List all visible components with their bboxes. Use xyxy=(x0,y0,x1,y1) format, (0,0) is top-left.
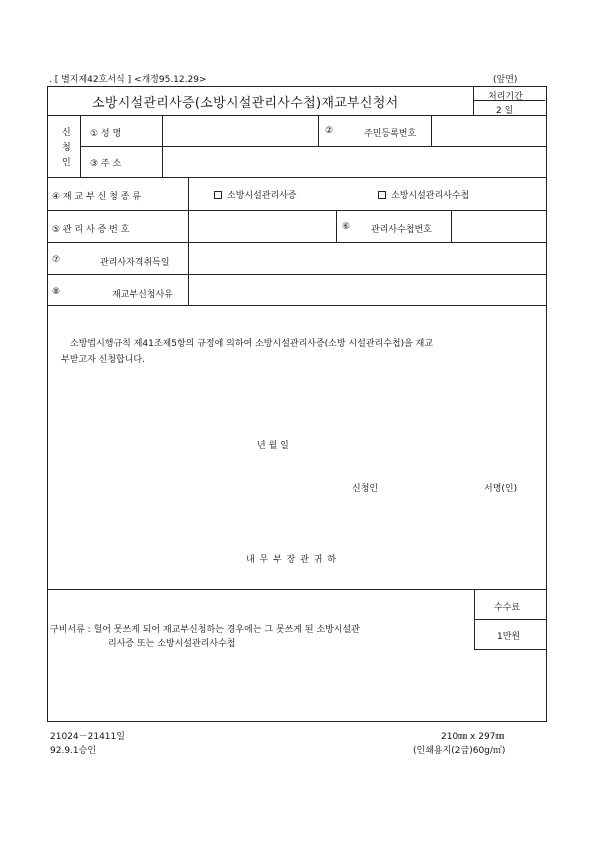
recipient: 내 무 부 장 관 귀 하 xyxy=(246,555,338,565)
fee-divider-bottom xyxy=(474,649,546,650)
form-number: . [ 별지제42호서식 ] <개정95.12.29> xyxy=(49,75,207,85)
booklet-number-field[interactable] xyxy=(452,211,544,241)
address-field[interactable] xyxy=(163,147,544,176)
processing-value: 2 일 xyxy=(496,106,514,116)
form-side: (앞면) xyxy=(493,75,518,85)
name-label: ① 성 명 xyxy=(90,129,122,139)
reason-field[interactable] xyxy=(189,275,544,304)
id-number-field[interactable] xyxy=(432,116,544,145)
id-number-num: ② xyxy=(325,126,334,136)
reissue-type-label: ④ 재 교 부 신 청 종 류 xyxy=(52,192,141,202)
cert-number-field[interactable] xyxy=(189,211,335,241)
statement-line-2: 부받고자 신청합니다. xyxy=(61,355,145,365)
row-line xyxy=(47,305,546,306)
applicant-label-2: 청 xyxy=(62,143,71,153)
processing-label: 처리기간 xyxy=(488,92,523,102)
reason-label: 재교부신청사유 xyxy=(112,290,173,300)
qualified-date-num: ⑦ xyxy=(52,255,61,265)
qualified-date-label: 관리사자격취득일 xyxy=(100,258,170,268)
option-booklet-label: 소방시설관리사수첩 xyxy=(391,191,470,201)
fee-value: 1만원 xyxy=(497,632,521,642)
applicant-label-1: 신 xyxy=(62,128,71,138)
footer-paper: (인쇄용지(2급)60g/㎡) xyxy=(413,746,506,756)
form-title: 소방시설관리사증(소방시설관리사수첩)재교부신청서 xyxy=(92,96,399,111)
attachments-line-1: 구비서류 : 헐어 못쓰게 되어 재교부신청하는 경우에는 그 못쓰게 된 소방시설관 xyxy=(50,625,360,635)
fee-label: 수수료 xyxy=(494,603,521,613)
footer-code: 21024－21411일 xyxy=(50,732,125,742)
id-number-label: 주민등록번호 xyxy=(364,129,417,139)
booklet-number-num: ⑥ xyxy=(342,222,351,232)
name-field[interactable] xyxy=(163,116,317,145)
address-label: ③ 주 소 xyxy=(90,159,122,169)
signature-label: 서명(인) xyxy=(484,484,518,494)
row-line xyxy=(47,589,546,590)
col-line xyxy=(336,210,337,242)
applicant-sign-label: 신청인 xyxy=(352,484,379,494)
booklet-number-label: 관리사수첩번호 xyxy=(371,225,432,235)
col-line xyxy=(318,115,319,146)
reason-num: ⑧ xyxy=(52,287,61,297)
checkbox-cert[interactable] xyxy=(214,191,222,199)
cert-number-label: ⑤ 관 리 사 증 번 호 xyxy=(52,225,130,235)
qualified-date-field[interactable] xyxy=(189,243,544,273)
footer-size: 210㎜ x 297㎜ xyxy=(441,732,505,742)
option-cert-label: 소방시설관리사증 xyxy=(227,191,297,201)
option-booklet[interactable] xyxy=(378,188,469,201)
checkbox-booklet[interactable] xyxy=(378,191,386,199)
fee-divider-h xyxy=(474,619,546,620)
option-cert[interactable] xyxy=(214,188,297,201)
date-line: 년 월 일 xyxy=(257,441,289,451)
statement-line-1: 소방법시행규칙 제41조제5항의 규정에 의하여 소방시설관리사증(소방 시설관리수첩)을 재교 xyxy=(70,339,434,349)
applicant-label-3: 인 xyxy=(62,158,71,168)
footer-approval: 92.9.1승인 xyxy=(50,746,97,756)
row-line xyxy=(47,177,546,178)
attachments-line-2: 리사증 또는 소방시설관리사수첩 xyxy=(108,639,236,649)
